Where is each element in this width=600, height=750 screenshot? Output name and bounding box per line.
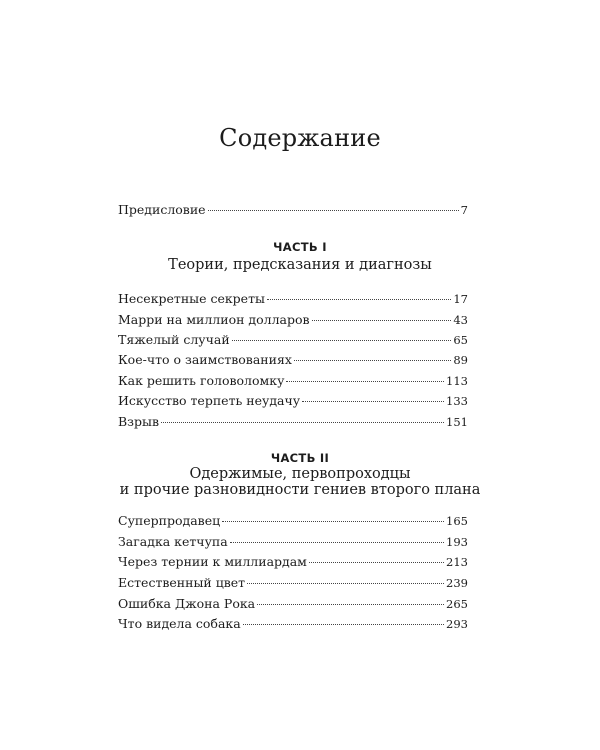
toc-entry-title: Суперпродавец: [118, 513, 221, 528]
toc-entry-page: 65: [453, 333, 468, 347]
toc-entry[interactable]: [118, 574, 468, 592]
dot-leader: [267, 299, 451, 300]
toc-entry-page: 239: [446, 576, 468, 590]
toc-entry-title: Предисловие: [118, 202, 206, 217]
toc-entry-title: Загадка кетчупа: [118, 534, 228, 549]
toc-entry-title: Ошибка Джона Рока: [118, 596, 256, 611]
toc-entry-page: 165: [446, 514, 468, 528]
toc-entry-page: 113: [446, 374, 468, 388]
toc-entry[interactable]: [118, 533, 468, 551]
page-title: Содержание: [219, 124, 381, 152]
toc-entry[interactable]: [118, 372, 468, 390]
dot-leader: [312, 320, 452, 321]
dot-leader: [302, 401, 444, 402]
toc-entry[interactable]: [118, 413, 468, 431]
toc-entry-title: Кое-что о заимствованиях: [118, 352, 292, 367]
toc-entry-title: Тяжелый случай: [118, 332, 230, 347]
toc-entry[interactable]: [118, 392, 468, 410]
toc-entry[interactable]: [118, 331, 468, 349]
toc-entry-page: 265: [446, 597, 468, 611]
toc-entry-preface[interactable]: [118, 201, 468, 219]
toc-entry-title: Через тернии к миллиардам: [118, 554, 307, 569]
toc-entry-title: Марри на миллион долларов: [118, 312, 310, 327]
toc-entry-page: 17: [453, 292, 468, 306]
toc-entry[interactable]: [118, 351, 468, 369]
toc-entry-title: Взрыв: [118, 414, 159, 429]
dot-leader: [294, 360, 451, 361]
dot-leader: [230, 542, 444, 543]
part-title: Одержимые, первопроходцы: [189, 466, 411, 482]
part-title: Теории, предсказания и диагнозы: [168, 257, 432, 273]
dot-leader: [232, 340, 452, 341]
dot-leader: [243, 624, 444, 625]
toc-entry-page: 293: [446, 617, 468, 631]
toc-entry-title: Естественный цвет: [118, 575, 246, 590]
toc-entry-page: 89: [453, 353, 468, 367]
dot-leader: [286, 381, 444, 382]
toc-entry[interactable]: [118, 290, 468, 308]
toc-entry-page: 133: [446, 394, 468, 408]
part-label: ЧАСТЬ I: [273, 240, 327, 254]
toc-entry[interactable]: [118, 595, 468, 613]
toc-entry-title: Искусство терпеть неудачу: [118, 393, 301, 408]
toc-entry-page: 193: [446, 535, 468, 549]
dot-leader: [309, 562, 444, 563]
dot-leader: [257, 604, 444, 605]
part-label: ЧАСТЬ II: [270, 451, 330, 465]
dot-leader: [247, 583, 444, 584]
toc-entry-page: 151: [446, 415, 468, 429]
toc-entry-page: 7: [460, 203, 468, 217]
dot-leader: [222, 521, 444, 522]
toc-entry[interactable]: [118, 512, 468, 530]
toc-entry-title: Как решить головоломку: [118, 373, 285, 388]
toc-entry-title: Несекретные секреты: [118, 291, 265, 306]
toc-entry-page: 213: [446, 555, 468, 569]
toc-entry[interactable]: [118, 553, 468, 571]
toc-entry[interactable]: [118, 615, 468, 633]
part-title: и прочие разновидности гениев второго плана: [119, 482, 481, 498]
dot-leader: [208, 210, 459, 211]
toc-entry-page: 43: [453, 313, 468, 327]
toc-entry-title: Что видела собака: [118, 616, 241, 631]
dot-leader: [161, 422, 444, 423]
toc-entry[interactable]: [118, 311, 468, 329]
